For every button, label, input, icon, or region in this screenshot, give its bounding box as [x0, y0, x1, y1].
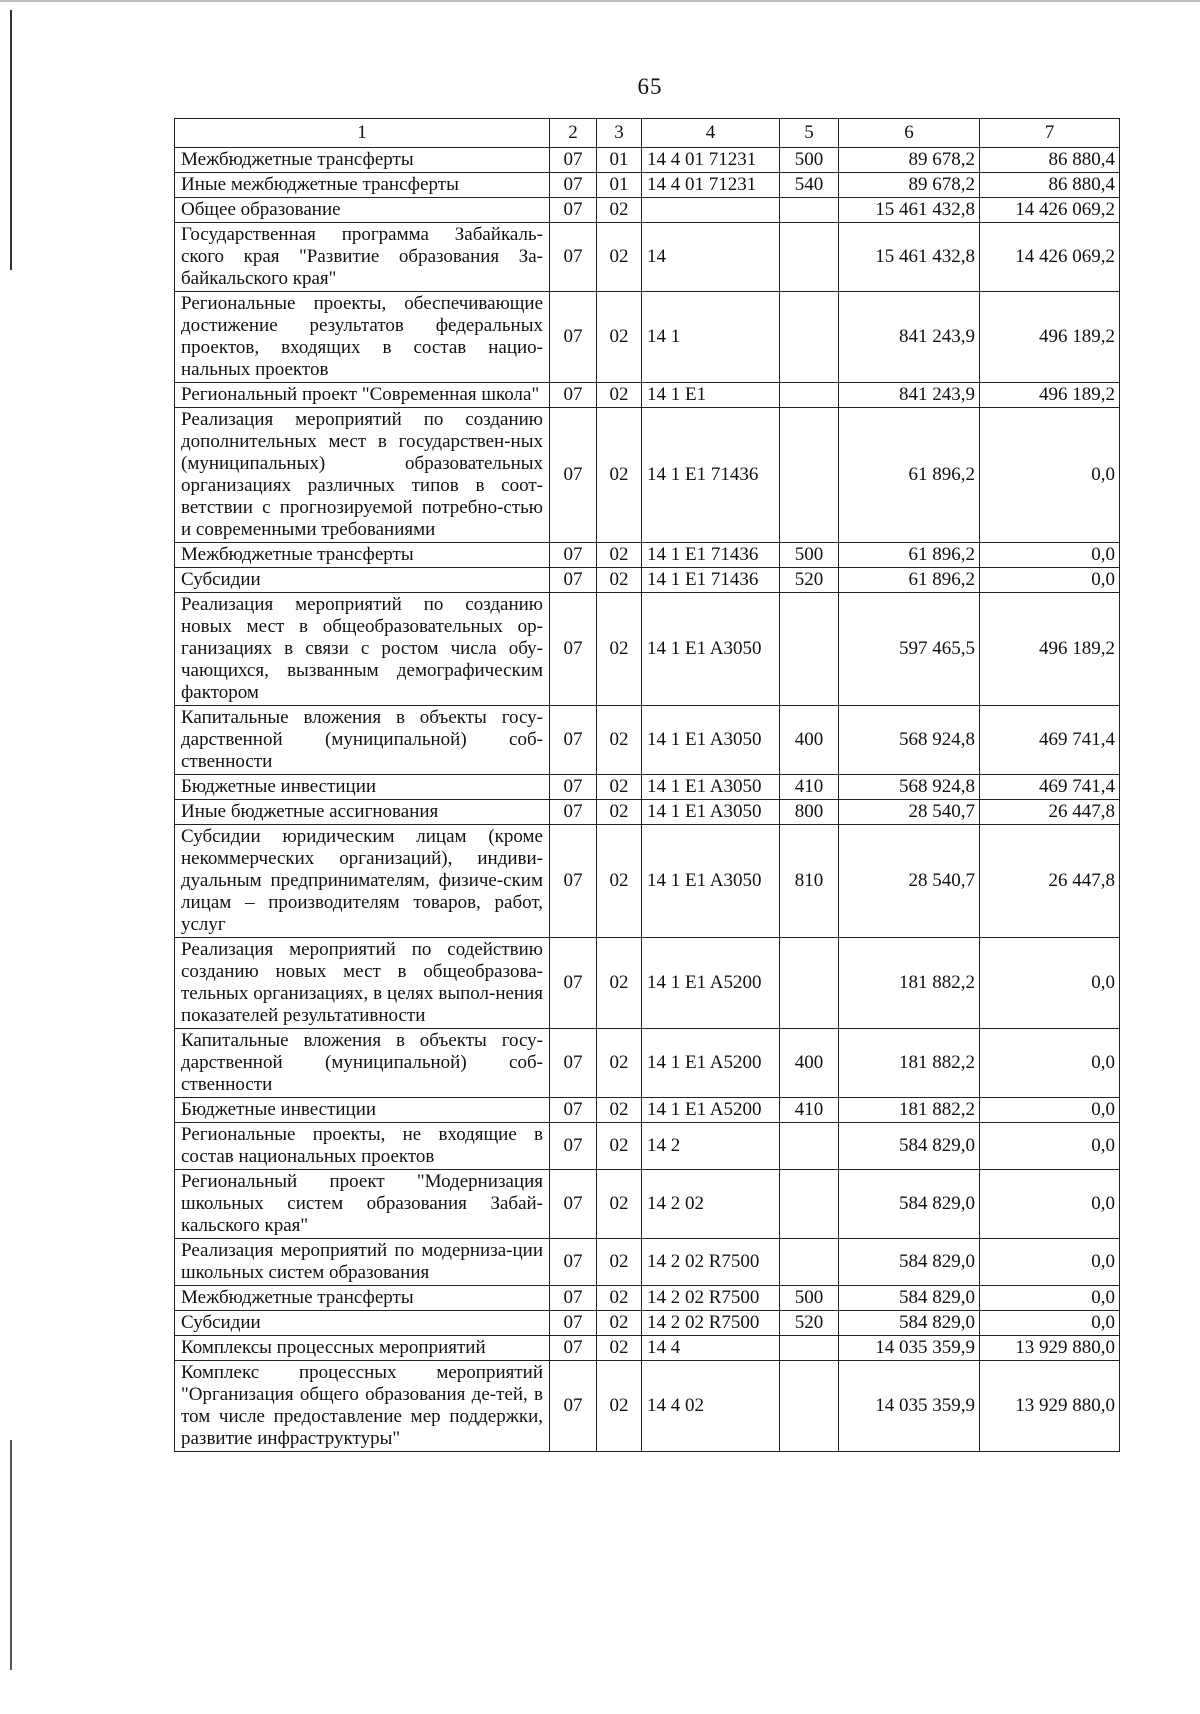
- table-row: [175, 198, 1120, 223]
- row-section: 07: [550, 825, 597, 938]
- header-col-7: 7: [980, 119, 1120, 148]
- row-target-article: 14 1 E1 A3050: [642, 825, 780, 938]
- row-subsection: 02: [597, 1029, 642, 1098]
- row-name: Субсидии: [175, 568, 550, 593]
- row-target-article: 14 1 E1 A5200: [642, 1098, 780, 1123]
- table-row: [175, 593, 1120, 706]
- row-amount-year-2: 0,0: [980, 1029, 1120, 1098]
- row-target-article: 14: [642, 223, 780, 292]
- row-subsection: 02: [597, 568, 642, 593]
- row-name: Реализация мероприятий по созданию дополнительных мест в государствен-ных (муниципальных) образовательных организациях различных типов в соот-ветствии с прогнозируемой потребно-стью и современными требованиями: [175, 408, 550, 543]
- row-subsection: 02: [597, 1336, 642, 1361]
- row-section: 07: [550, 408, 597, 543]
- row-name: Иные межбюджетные трансферты: [175, 173, 550, 198]
- row-section: 07: [550, 706, 597, 775]
- row-name: Капитальные вложения в объекты госу-дарственной (муниципальной) соб-ственности: [175, 1029, 550, 1098]
- row-amount-year-1: 89 678,2: [839, 173, 980, 198]
- row-amount-year-1: 15 461 432,8: [839, 198, 980, 223]
- row-subsection: 02: [597, 593, 642, 706]
- row-amount-year-2: 86 880,4: [980, 148, 1120, 173]
- row-subsection: 02: [597, 408, 642, 543]
- row-name: Государственная программа Забайкаль-ского края "Развитие образования За-байкальского края": [175, 223, 550, 292]
- scan-edge-left-lower: [10, 1440, 12, 1670]
- header-col-6: 6: [839, 119, 980, 148]
- row-name: Реализация мероприятий по содействию созданию новых мест в общеобразова-тельных организациях, в целях выпол-нения показателей результативности: [175, 938, 550, 1029]
- row-section: 07: [550, 543, 597, 568]
- row-amount-year-2: 13 929 880,0: [980, 1336, 1120, 1361]
- row-name: Реализация мероприятий по модерниза-ции школьных систем образования: [175, 1239, 550, 1286]
- row-amount-year-1: 61 896,2: [839, 543, 980, 568]
- row-subsection: 02: [597, 1123, 642, 1170]
- row-section: 07: [550, 292, 597, 383]
- row-expense-type: 400: [780, 1029, 839, 1098]
- row-expense-type: 520: [780, 568, 839, 593]
- row-amount-year-2: 496 189,2: [980, 593, 1120, 706]
- page-number: 65: [637, 74, 663, 99]
- row-amount-year-1: 14 035 359,9: [839, 1361, 980, 1452]
- header-col-1: 1: [175, 119, 550, 148]
- row-name: Субсидии юридическим лицам (кроме некоммерческих организаций), индиви-дуальным предпринимателям, физиче-ским лицам – производителям товаров, работ, услуг: [175, 825, 550, 938]
- row-expense-type: [780, 1336, 839, 1361]
- row-subsection: 02: [597, 1311, 642, 1336]
- table-row: [175, 223, 1120, 292]
- table-row: [175, 1361, 1120, 1452]
- row-amount-year-1: 568 924,8: [839, 775, 980, 800]
- table-row: [175, 292, 1120, 383]
- row-section: 07: [550, 1098, 597, 1123]
- row-expense-type: [780, 383, 839, 408]
- row-expense-type: [780, 408, 839, 543]
- table-row: [175, 1098, 1120, 1123]
- row-section: 07: [550, 1286, 597, 1311]
- row-target-article: 14 2 02: [642, 1170, 780, 1239]
- row-expense-type: [780, 1361, 839, 1452]
- row-target-article: 14 2 02 R7500: [642, 1239, 780, 1286]
- row-name: Общее образование: [175, 198, 550, 223]
- row-amount-year-1: 89 678,2: [839, 148, 980, 173]
- row-name: Межбюджетные трансферты: [175, 543, 550, 568]
- row-section: 07: [550, 1239, 597, 1286]
- row-amount-year-2: 26 447,8: [980, 800, 1120, 825]
- row-subsection: 02: [597, 223, 642, 292]
- row-expense-type: [780, 1170, 839, 1239]
- header-col-2: 2: [550, 119, 597, 148]
- row-amount-year-2: 14 426 069,2: [980, 198, 1120, 223]
- row-section: 07: [550, 800, 597, 825]
- row-expense-type: 500: [780, 148, 839, 173]
- row-name: Региональные проекты, обеспечивающие достижение результатов федеральных проектов, входящих в состав нацио-нальных проектов: [175, 292, 550, 383]
- row-expense-type: 800: [780, 800, 839, 825]
- table-row: [175, 148, 1120, 173]
- row-amount-year-2: 26 447,8: [980, 825, 1120, 938]
- table-body: [175, 119, 1120, 1452]
- row-amount-year-1: 61 896,2: [839, 568, 980, 593]
- row-amount-year-2: 0,0: [980, 1123, 1120, 1170]
- row-name: Межбюджетные трансферты: [175, 148, 550, 173]
- row-section: 07: [550, 173, 597, 198]
- row-amount-year-1: 584 829,0: [839, 1286, 980, 1311]
- header-col-4: 4: [642, 119, 780, 148]
- row-amount-year-1: 181 882,2: [839, 1029, 980, 1098]
- row-amount-year-1: 28 540,7: [839, 800, 980, 825]
- row-amount-year-1: 841 243,9: [839, 292, 980, 383]
- row-amount-year-1: 15 461 432,8: [839, 223, 980, 292]
- row-amount-year-1: 584 829,0: [839, 1239, 980, 1286]
- row-target-article: 14 1 E1 A3050: [642, 706, 780, 775]
- row-expense-type: 540: [780, 173, 839, 198]
- row-amount-year-1: 841 243,9: [839, 383, 980, 408]
- row-expense-type: [780, 198, 839, 223]
- row-section: 07: [550, 223, 597, 292]
- row-target-article: 14 1 E1 71436: [642, 408, 780, 543]
- row-amount-year-2: 0,0: [980, 938, 1120, 1029]
- table-row: [175, 383, 1120, 408]
- row-amount-year-1: 14 035 359,9: [839, 1336, 980, 1361]
- table-row: [175, 706, 1120, 775]
- row-expense-type: 410: [780, 775, 839, 800]
- row-amount-year-1: 28 540,7: [839, 825, 980, 938]
- row-target-article: 14 1 E1 A3050: [642, 775, 780, 800]
- row-amount-year-1: 584 829,0: [839, 1123, 980, 1170]
- row-target-article: [642, 198, 780, 223]
- row-target-article: 14 4 01 71231: [642, 173, 780, 198]
- row-section: 07: [550, 1361, 597, 1452]
- row-section: 07: [550, 938, 597, 1029]
- budget-table: [174, 118, 1120, 1452]
- row-expense-type: [780, 223, 839, 292]
- row-amount-year-1: 61 896,2: [839, 408, 980, 543]
- table-row: [175, 173, 1120, 198]
- table-row: [175, 938, 1120, 1029]
- table-row: [175, 1123, 1120, 1170]
- row-expense-type: [780, 1123, 839, 1170]
- row-expense-type: 520: [780, 1311, 839, 1336]
- row-target-article: 14 1 E1 A3050: [642, 800, 780, 825]
- row-name: Комплекс процессных мероприятий "Организация общего образования де-тей, в том числе предоставление мер поддержки, развитие инфраструктуры": [175, 1361, 550, 1452]
- row-subsection: 01: [597, 173, 642, 198]
- row-subsection: 02: [597, 775, 642, 800]
- row-subsection: 02: [597, 1239, 642, 1286]
- scan-edge-left: [10, 10, 12, 270]
- row-section: 07: [550, 1123, 597, 1170]
- row-section: 07: [550, 593, 597, 706]
- row-section: 07: [550, 568, 597, 593]
- row-subsection: 02: [597, 825, 642, 938]
- header-col-5: 5: [780, 119, 839, 148]
- row-subsection: 02: [597, 706, 642, 775]
- row-subsection: 02: [597, 800, 642, 825]
- row-name: Комплексы процессных мероприятий: [175, 1336, 550, 1361]
- row-name: Региональные проекты, не входящие в состав национальных проектов: [175, 1123, 550, 1170]
- row-amount-year-2: 0,0: [980, 543, 1120, 568]
- row-subsection: 02: [597, 1098, 642, 1123]
- row-expense-type: 400: [780, 706, 839, 775]
- header-col-3: 3: [597, 119, 642, 148]
- row-target-article: 14 1 E1 A5200: [642, 938, 780, 1029]
- row-amount-year-2: 0,0: [980, 1170, 1120, 1239]
- row-amount-year-1: 568 924,8: [839, 706, 980, 775]
- row-target-article: 14 1 E1 A3050: [642, 593, 780, 706]
- table-row: [175, 1239, 1120, 1286]
- table-row: [175, 408, 1120, 543]
- row-subsection: 02: [597, 543, 642, 568]
- row-target-article: 14 4: [642, 1336, 780, 1361]
- row-expense-type: [780, 1239, 839, 1286]
- row-target-article: 14 4 02: [642, 1361, 780, 1452]
- row-subsection: 02: [597, 1286, 642, 1311]
- row-subsection: 02: [597, 1170, 642, 1239]
- row-amount-year-2: 0,0: [980, 1311, 1120, 1336]
- table-row: [175, 1336, 1120, 1361]
- row-expense-type: [780, 938, 839, 1029]
- row-section: 07: [550, 1336, 597, 1361]
- row-name: Субсидии: [175, 1311, 550, 1336]
- row-name: Межбюджетные трансферты: [175, 1286, 550, 1311]
- row-name: Бюджетные инвестиции: [175, 1098, 550, 1123]
- row-target-article: 14 1: [642, 292, 780, 383]
- row-section: 07: [550, 1311, 597, 1336]
- row-expense-type: [780, 593, 839, 706]
- row-subsection: 02: [597, 198, 642, 223]
- row-subsection: 02: [597, 383, 642, 408]
- row-section: 07: [550, 148, 597, 173]
- row-target-article: 14 1 E1 71436: [642, 543, 780, 568]
- row-section: 07: [550, 383, 597, 408]
- table-row: [175, 1311, 1120, 1336]
- row-amount-year-2: 0,0: [980, 1098, 1120, 1123]
- row-amount-year-2: 13 929 880,0: [980, 1361, 1120, 1452]
- table-row: [175, 1170, 1120, 1239]
- row-amount-year-2: 469 741,4: [980, 775, 1120, 800]
- table-row: [175, 543, 1120, 568]
- table-row: [175, 800, 1120, 825]
- row-amount-year-2: 0,0: [980, 408, 1120, 543]
- table-row: [175, 825, 1120, 938]
- row-subsection: 02: [597, 1361, 642, 1452]
- row-name: Реализация мероприятий по созданию новых мест в общеобразовательных ор-ганизациях в связи с ростом числа обу-чающихся, вызванным демографическим фактором: [175, 593, 550, 706]
- row-amount-year-2: 86 880,4: [980, 173, 1120, 198]
- row-name: Региональный проект "Модернизация школьных систем образования Забай-кальского края": [175, 1170, 550, 1239]
- row-subsection: 01: [597, 148, 642, 173]
- row-section: 07: [550, 1170, 597, 1239]
- table-row: [175, 1286, 1120, 1311]
- row-amount-year-1: 584 829,0: [839, 1170, 980, 1239]
- row-amount-year-2: 14 426 069,2: [980, 223, 1120, 292]
- row-amount-year-2: 496 189,2: [980, 383, 1120, 408]
- row-name: Капитальные вложения в объекты госу-дарственной (муниципальной) соб-ственности: [175, 706, 550, 775]
- row-target-article: 14 1 E1: [642, 383, 780, 408]
- row-amount-year-1: 181 882,2: [839, 938, 980, 1029]
- row-expense-type: 500: [780, 1286, 839, 1311]
- row-amount-year-2: 469 741,4: [980, 706, 1120, 775]
- row-expense-type: 810: [780, 825, 839, 938]
- row-subsection: 02: [597, 938, 642, 1029]
- row-section: 07: [550, 1029, 597, 1098]
- row-amount-year-2: 0,0: [980, 1239, 1120, 1286]
- row-target-article: 14 4 01 71231: [642, 148, 780, 173]
- row-amount-year-1: 181 882,2: [839, 1098, 980, 1123]
- row-name: Бюджетные инвестиции: [175, 775, 550, 800]
- row-name: Иные бюджетные ассигнования: [175, 800, 550, 825]
- table-row: [175, 568, 1120, 593]
- row-section: 07: [550, 775, 597, 800]
- row-subsection: 02: [597, 292, 642, 383]
- row-amount-year-2: 0,0: [980, 1286, 1120, 1311]
- row-name: Региональный проект "Современная школа": [175, 383, 550, 408]
- row-amount-year-2: 0,0: [980, 568, 1120, 593]
- row-target-article: 14 2 02 R7500: [642, 1286, 780, 1311]
- row-target-article: 14 1 E1 A5200: [642, 1029, 780, 1098]
- row-amount-year-1: 597 465,5: [839, 593, 980, 706]
- row-amount-year-1: 584 829,0: [839, 1311, 980, 1336]
- row-expense-type: 410: [780, 1098, 839, 1123]
- table-row: [175, 775, 1120, 800]
- table-header-row: [175, 119, 1120, 148]
- scan-edge-top: [0, 0, 1200, 2]
- row-target-article: 14 1 E1 71436: [642, 568, 780, 593]
- row-expense-type: 500: [780, 543, 839, 568]
- row-expense-type: [780, 292, 839, 383]
- table-row: [175, 1029, 1120, 1098]
- row-amount-year-2: 496 189,2: [980, 292, 1120, 383]
- row-section: 07: [550, 198, 597, 223]
- row-target-article: 14 2: [642, 1123, 780, 1170]
- row-target-article: 14 2 02 R7500: [642, 1311, 780, 1336]
